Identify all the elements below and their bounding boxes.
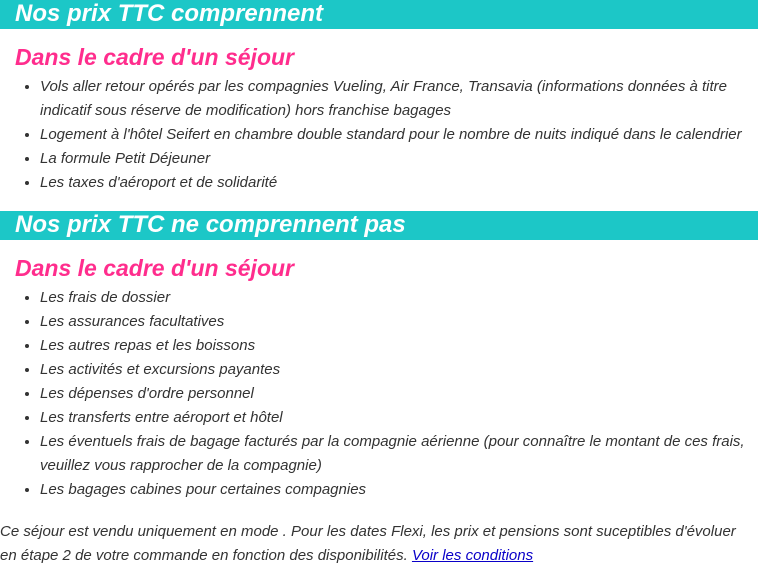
includes-subheading: Dans le cadre d'un séjour [15, 44, 294, 70]
includes-heading: Nos prix TTC comprennent [0, 0, 758, 29]
footer-note [0, 520, 750, 568]
section-spacer [0, 195, 758, 211]
includes-section [0, 0, 758, 195]
excludes-section [0, 211, 758, 502]
list-item: • Les taxes d'aéroport et de solidarité [40, 171, 750, 195]
list-item: • Les éventuels frais de bagage facturés par la compagnie aérienne (pour connaître le montant de ces frais, veuillez vous rapprocher de la compagnie) [40, 430, 750, 478]
includes-list [0, 75, 758, 195]
footer-text: Ce séjour est vendu uniquement en mode . Pour les dates Flexi, les prix et pensions sont suceptibles d'évoluer en étape 2 de votre commande en fonction des disponibilités. [0, 523, 736, 564]
excludes-heading: Nos prix TTC ne comprennent pas [0, 211, 758, 240]
list-item: • Les assurances facultatives [40, 310, 750, 334]
list-item: • Les bagages cabines pour certaines compagnies [40, 478, 750, 502]
list-item: • Les frais de dossier [40, 286, 750, 310]
list-item: • La formule Petit Déjeuner [40, 147, 750, 171]
list-item: • Les dépenses d'ordre personnel [40, 382, 750, 406]
list-item: • Les autres repas et les boissons [40, 334, 750, 358]
list-item: • Les activités et excursions payantes [40, 358, 750, 382]
conditions-link[interactable]: Voir les conditions [411, 547, 534, 564]
list-item: • Les transferts entre aéroport et hôtel [40, 406, 750, 430]
excludes-list [0, 286, 758, 502]
excludes-subheading: Dans le cadre d'un séjour [15, 255, 294, 281]
list-item: • Vols aller retour opérés par les compagnies Vueling, Air France, Transavia (informations données à titre indicatif sous réserve de modification) hors franchise bagages [40, 75, 750, 123]
list-item: • Logement à l'hôtel Seifert en chambre double standard pour le nombre de nuits indiqué dans le calendrier [40, 123, 750, 147]
